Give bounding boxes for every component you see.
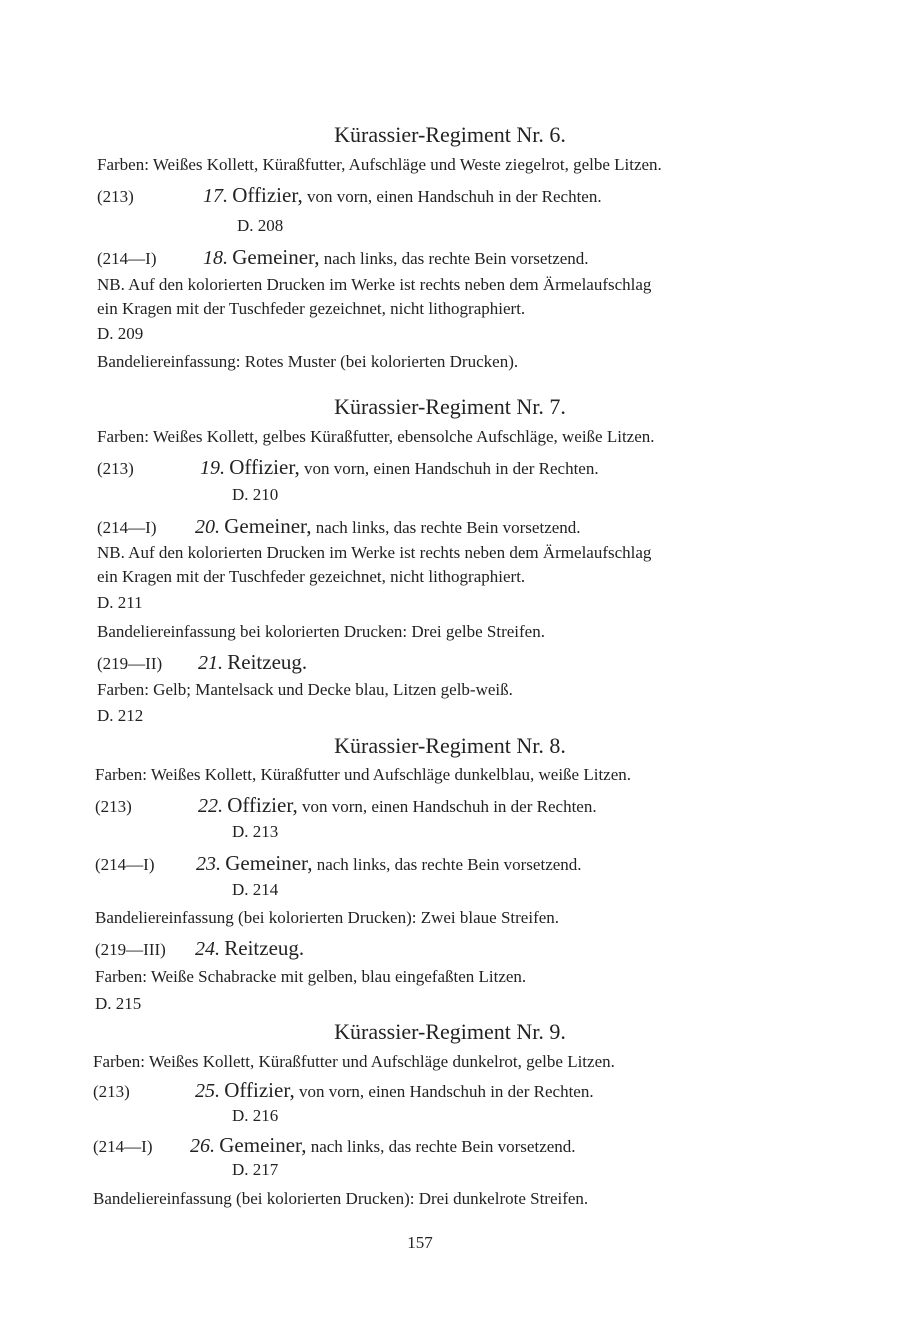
section-heading: Kürassier-Regiment Nr. 9. bbox=[334, 1019, 566, 1044]
entry-title bbox=[190, 1135, 576, 1157]
entry-number: 23. bbox=[196, 853, 221, 875]
entry-title bbox=[200, 457, 599, 479]
colors-line: Farben: Weißes Kollett, Küraßfutter, Aufschläge und Weste ziegelrot, gelbe Litzen. bbox=[97, 155, 662, 174]
colors-line: Farben: Weißes Kollett, gelbes Küraßfutter, ebensolche Aufschläge, weiße Litzen. bbox=[97, 427, 655, 446]
entry-term: Offizier, bbox=[227, 793, 298, 817]
entry-description: nach links, das rechte Bein vorsetzend. bbox=[316, 855, 582, 874]
entry-title bbox=[203, 247, 589, 269]
entry-number: 26. bbox=[190, 1135, 215, 1157]
entry-number: 18. bbox=[203, 247, 228, 269]
entry-ref: (214—I) bbox=[97, 518, 157, 537]
entry-term: Gemeiner, bbox=[232, 245, 320, 269]
entry-title bbox=[196, 853, 582, 875]
bandolier-line: Bandeliereinfassung (bei kolorierten Drucken): Zwei blaue Streifen. bbox=[95, 908, 560, 927]
entry-term: Offizier, bbox=[232, 183, 303, 207]
entry-ref: (214—I) bbox=[95, 855, 155, 874]
entry-d-number: D. 215 bbox=[95, 994, 142, 1013]
colors-line: Farben: Weiße Schabracke mit gelben, blau eingefaßten Litzen. bbox=[95, 967, 527, 986]
entry-d-number: D. 210 bbox=[232, 485, 279, 504]
entry-number: 19. bbox=[200, 457, 225, 479]
colors-line: Farben: Weißes Kollett, Küraßfutter und Aufschläge dunkelblau, weiße Litzen. bbox=[95, 765, 632, 784]
entry-title bbox=[195, 516, 581, 538]
entry-title bbox=[195, 1080, 594, 1102]
entry-ref: (219—III) bbox=[95, 940, 166, 959]
entry-number: 24. bbox=[195, 938, 220, 960]
entry-description: von vorn, einen Handschuh in der Rechten. bbox=[299, 1082, 594, 1101]
entry-d-number: D. 217 bbox=[232, 1160, 279, 1179]
entry-description: von vorn, einen Handschuh in der Rechten. bbox=[307, 187, 602, 206]
entry-ref: (213) bbox=[95, 797, 132, 816]
entry-title bbox=[203, 185, 602, 207]
page-number: 157 bbox=[407, 1233, 433, 1252]
entry-term: Reitzeug. bbox=[227, 650, 308, 674]
entry-title bbox=[198, 795, 597, 817]
entry-term: Gemeiner, bbox=[225, 851, 313, 875]
entry-term: Reitzeug. bbox=[224, 936, 305, 960]
entry-description: von vorn, einen Handschuh in der Rechten. bbox=[304, 459, 599, 478]
entry-description: nach links, das rechte Bein vorsetzend. bbox=[323, 249, 589, 268]
entry-ref: (214—I) bbox=[97, 249, 157, 268]
entry-description: nach links, das rechte Bein vorsetzend. bbox=[315, 518, 581, 537]
entry-term: Offizier, bbox=[229, 455, 300, 479]
entry-number: 21. bbox=[198, 652, 223, 674]
entry-title bbox=[198, 652, 307, 674]
entry-title bbox=[195, 938, 304, 960]
section-heading: Kürassier-Regiment Nr. 6. bbox=[334, 122, 566, 147]
entry-number: 20. bbox=[195, 516, 220, 538]
entry-d-number: D. 214 bbox=[232, 880, 279, 899]
note-line: NB. Auf den kolorierten Drucken im Werke ist rechts neben dem Ärmelaufschlag bbox=[97, 543, 652, 562]
section-heading: Kürassier-Regiment Nr. 8. bbox=[334, 733, 566, 758]
note-line: NB. Auf den kolorierten Drucken im Werke ist rechts neben dem Ärmelaufschlag bbox=[97, 275, 652, 294]
entry-d-number: D. 216 bbox=[232, 1106, 279, 1125]
colors-line: Farben: Gelb; Mantelsack und Decke blau, Litzen gelb-weiß. bbox=[97, 680, 513, 699]
entry-ref: (213) bbox=[97, 459, 134, 478]
colors-line: Farben: Weißes Kollett, Küraßfutter und Aufschläge dunkelrot, gelbe Litzen. bbox=[93, 1052, 615, 1071]
note-d-number: D. 211 bbox=[97, 593, 143, 612]
note-d-number: D. 209 bbox=[97, 324, 144, 343]
entry-number: 17. bbox=[203, 185, 228, 207]
entry-number: 25. bbox=[195, 1080, 220, 1102]
entry-term: Gemeiner, bbox=[224, 514, 312, 538]
bandolier-line: Bandeliereinfassung (bei kolorierten Drucken): Drei dunkelrote Streifen. bbox=[93, 1189, 589, 1208]
entry-number: 22. bbox=[198, 795, 223, 817]
section-heading: Kürassier-Regiment Nr. 7. bbox=[334, 394, 566, 419]
entry-ref: (213) bbox=[97, 187, 134, 206]
entry-ref: (214—I) bbox=[93, 1137, 153, 1156]
entry-d-number: D. 213 bbox=[232, 822, 279, 841]
bandolier-line: Bandeliereinfassung bei kolorierten Drucken: Drei gelbe Streifen. bbox=[97, 622, 545, 641]
note-line: ein Kragen mit der Tuschfeder gezeichnet, nicht lithographiert. bbox=[97, 567, 526, 586]
entry-ref: (219—II) bbox=[97, 654, 163, 673]
entry-description: nach links, das rechte Bein vorsetzend. bbox=[310, 1137, 576, 1156]
entry-d-number: D. 208 bbox=[237, 216, 284, 235]
entry-d-number: D. 212 bbox=[97, 706, 144, 725]
entry-term: Offizier, bbox=[224, 1078, 295, 1102]
entry-ref: (213) bbox=[93, 1082, 130, 1101]
entry-description: von vorn, einen Handschuh in der Rechten. bbox=[302, 797, 597, 816]
entry-term: Gemeiner, bbox=[219, 1133, 307, 1157]
bandolier-line: Bandeliereinfassung: Rotes Muster (bei kolorierten Drucken). bbox=[97, 352, 519, 371]
note-line: ein Kragen mit der Tuschfeder gezeichnet, nicht lithographiert. bbox=[97, 299, 526, 318]
